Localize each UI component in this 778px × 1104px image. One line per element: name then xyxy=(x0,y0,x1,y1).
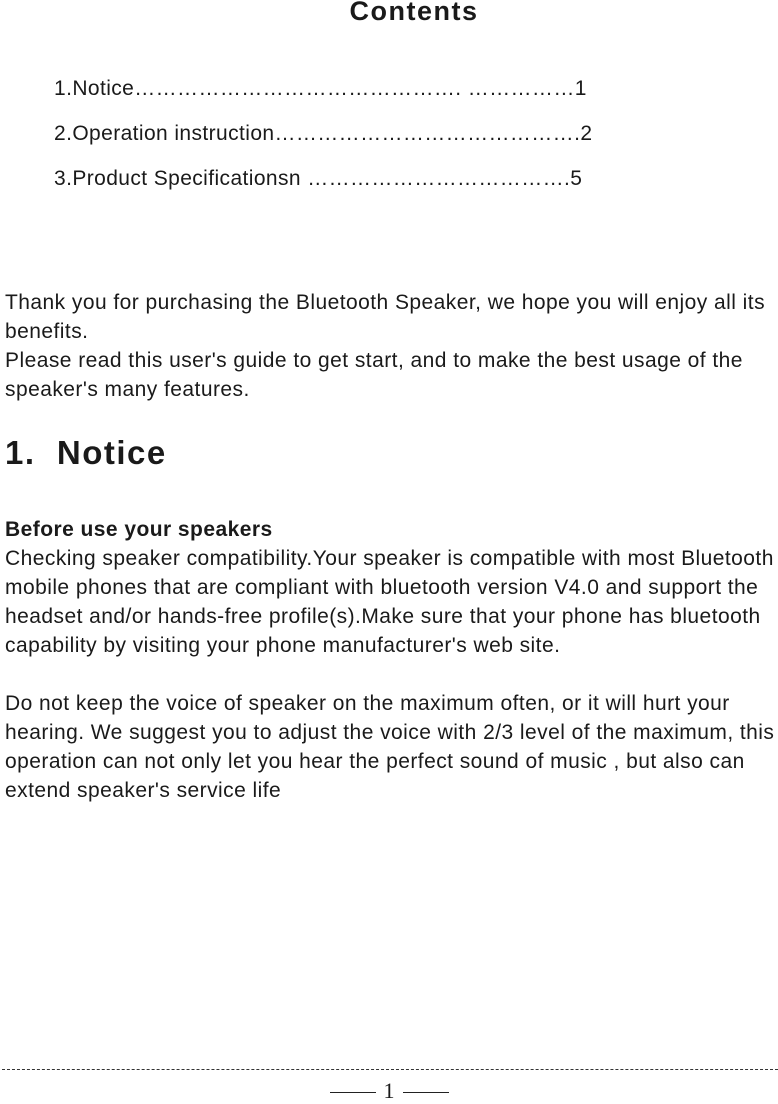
toc-leader-dots: ………………………………. xyxy=(307,167,571,190)
toc-leader-dots: ………………………………………. …………… xyxy=(134,77,575,100)
intro-paragraph: Thank you for purchasing the Bluetooth Speaker, we hope you will enjoy all its benefits. xyxy=(5,291,766,343)
intro-text xyxy=(5,288,778,404)
before-use-heading: Before use your speakers xyxy=(5,518,273,541)
toc-label: 2.Operation instruction xyxy=(54,122,275,145)
toc-page-number: 1 xyxy=(574,77,587,100)
toc-page-number: 5 xyxy=(570,167,583,190)
toc-entry-operation-instruction[interactable] xyxy=(54,111,592,156)
toc-entry-notice[interactable] xyxy=(54,66,592,111)
footer-rule-left xyxy=(330,1092,376,1093)
compatibility-paragraph: Checking speaker compatibility.Your speaker is compatible with most Bluetooth mobile phones that are compliant with bluetooth version V4.0 and support the headset and/or hands-free profile(s).Make sure that your phone has bluetooth capability by visiting your phone manufacturer's web site. xyxy=(5,547,774,657)
intro-paragraph: Please read this user's guide to get start, and to make the best usage of the speaker's many features. xyxy=(5,349,743,401)
table-of-contents xyxy=(54,66,592,201)
toc-label: 3.Product Specificationsn xyxy=(54,167,308,190)
toc-label: 1.Notice xyxy=(54,77,135,100)
toc-leader-dots: ……………………………………. xyxy=(274,122,581,145)
toc-page-number: 2 xyxy=(580,122,593,145)
paragraph-spacer xyxy=(5,660,778,689)
footer-dashed-divider xyxy=(2,1069,778,1070)
toc-entry-product-specifications[interactable] xyxy=(54,156,592,201)
page-footer xyxy=(0,1078,778,1104)
volume-warning-paragraph: Do not keep the voice of speaker on the maximum often, or it will hurt your hearing. We suggest you to adjust the voice with 2/3 level of the maximum, this operation can not only let you hear the perfect sound of music , but also can extend speaker's service life xyxy=(5,692,775,802)
page-number: 1 xyxy=(383,1078,395,1103)
contents-title: Contents xyxy=(349,0,479,26)
notice-section xyxy=(5,515,778,805)
footer-rule-right xyxy=(403,1092,449,1093)
section-heading-notice: 1. Notice xyxy=(5,434,167,471)
